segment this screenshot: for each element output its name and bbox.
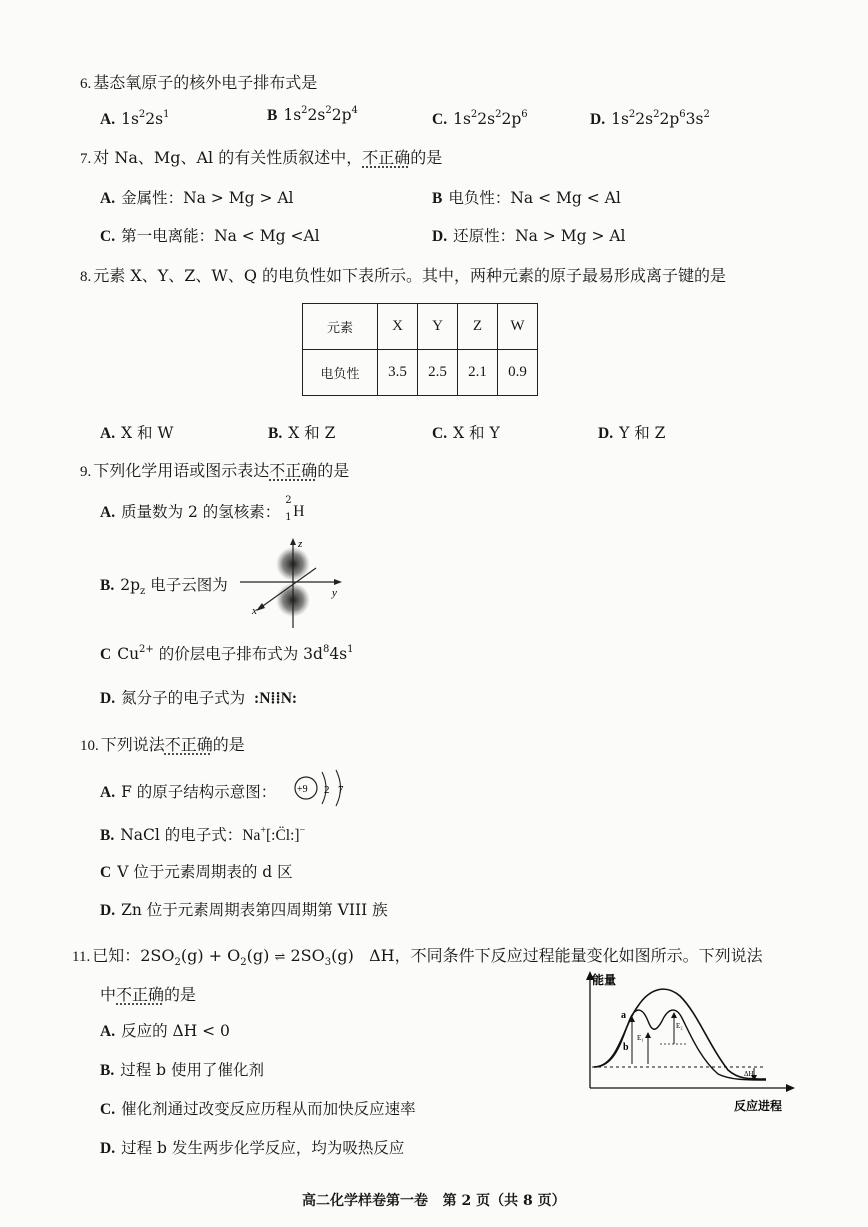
q7-option-b: B 电负性：Na < Mg < Al bbox=[432, 189, 621, 207]
shell-2-count: 7 bbox=[338, 784, 344, 796]
q11-stem-line1: 11. 已知：$2SO_2(g) + O_2(g)$ ⇌ $2SO_3(g)$ ΔH，不同条件下反应过程能量变化如图所示。下列说法 bbox=[72, 946, 763, 969]
q9-stem: 9. 下列化学用语或图示表达不正确的是 bbox=[80, 461, 350, 480]
q6-option-b: B $1s^22s^22p^4$ bbox=[267, 104, 358, 124]
curve-a-label: a bbox=[621, 1010, 626, 1021]
q6-option-c: C. $1s^22s^22p^6$ bbox=[432, 108, 528, 128]
table-cell: Z bbox=[458, 304, 498, 350]
energy-profile-diagram bbox=[568, 966, 798, 1116]
table-header-cell: 电负性 bbox=[303, 350, 378, 396]
q6-option-a: A. $1s^22s^1$ bbox=[100, 108, 170, 128]
table-cell: Y bbox=[418, 304, 458, 350]
q11-option-d: D. 过程 b 发生两步化学反应，均为吸热反应 bbox=[100, 1139, 405, 1157]
q9-option-b: B. $2p_z$ 电子云图为 bbox=[100, 576, 228, 598]
q11-stem-line2: 中不正确的是 bbox=[100, 985, 197, 1004]
axis-x-label: x bbox=[252, 605, 257, 617]
q7-stem: 7. 对 Na、Mg、Al 的有关性质叙述中，不正确的是 bbox=[80, 148, 443, 167]
curve-a bbox=[594, 989, 766, 1079]
page-footer: 高二化学样卷第一卷 第 2 页（共 8 页） bbox=[302, 1193, 566, 1209]
q8-option-d: D. Y 和 Z bbox=[598, 424, 666, 442]
table-cell: 2.5 bbox=[418, 350, 458, 396]
e1-label: E₁ bbox=[637, 1034, 644, 1042]
shell-1-count: 2 bbox=[324, 784, 330, 796]
q6-option-d: D. $1s^22s^22p^63s^2$ bbox=[590, 108, 710, 128]
delta-h-label: ΔH bbox=[744, 1070, 754, 1078]
q7-option-a: A. 金属性：Na > Mg > Al bbox=[100, 189, 294, 207]
electron-cloud-2pz-figure bbox=[238, 538, 348, 630]
reaction-progress-label: 反应进程 bbox=[734, 1099, 783, 1113]
q10-stem: 10. 下列说法不正确的是 bbox=[80, 735, 245, 754]
q8-option-a: A. X 和 W bbox=[100, 424, 174, 442]
energy-axis-label: 能量 bbox=[592, 973, 617, 987]
q11-option-a: A. 反应的 ΔH < 0 bbox=[100, 1022, 230, 1040]
table-cell: 2.1 bbox=[458, 350, 498, 396]
q10-option-c: C V 位于元素周期表的 d 区 bbox=[100, 863, 293, 881]
q9-option-a: A. 质量数为 2 的氢核素： 2 1 H bbox=[100, 500, 307, 523]
q10-option-d: D. Zn 位于元素周期表第四周期第 VIII 族 bbox=[100, 901, 388, 919]
axis-y-label: y bbox=[332, 587, 337, 599]
table-row bbox=[303, 350, 538, 396]
q8-option-c: C. X 和 Y bbox=[432, 424, 500, 442]
table-header-cell: 元素 bbox=[303, 304, 378, 350]
q7-option-d: D. 还原性：Na > Mg > Al bbox=[432, 227, 626, 245]
nuclide-symbol: 2 1 H bbox=[285, 495, 305, 523]
q10-option-a: A. F 的原子结构示意图： bbox=[100, 783, 277, 801]
fluorine-atom-structure-diagram bbox=[292, 766, 358, 810]
curve-b bbox=[594, 1010, 766, 1080]
table-row bbox=[303, 304, 538, 350]
table-cell: X bbox=[378, 304, 418, 350]
q9-option-c: C $Cu^{2+}$ 的价层电子排布式为 $3d^84s^1$ bbox=[100, 643, 354, 663]
table-cell: W bbox=[498, 304, 538, 350]
q9-option-d: D. 氮分子的电子式为 :N⁞⁞N: bbox=[100, 689, 298, 707]
q8-stem: 8. 元素 X、Y、Z、W、Q 的电负性如下表所示。其中，两种元素的原子最易形成离子键的是 bbox=[80, 266, 727, 285]
nucleus-label: +9 bbox=[297, 784, 308, 795]
axis-z-label: z bbox=[298, 538, 303, 550]
q11-option-c: C. 催化剂通过改变反应历程从而加快反应速率 bbox=[100, 1100, 416, 1118]
table-cell: 3.5 bbox=[378, 350, 418, 396]
e2-label: E₂ bbox=[676, 1022, 683, 1030]
q11-option-b: B. 过程 b 使用了催化剂 bbox=[100, 1061, 264, 1079]
electronegativity-table bbox=[302, 303, 538, 396]
q7-option-c: C. 第一电离能：Na < Mg <Al bbox=[100, 227, 320, 245]
table-cell: 0.9 bbox=[498, 350, 538, 396]
q8-option-b: B. X 和 Z bbox=[268, 424, 336, 442]
curve-b-label: b bbox=[623, 1042, 629, 1053]
q6-stem: 6. 基态氧原子的核外电子排布式是 bbox=[80, 73, 318, 92]
q10-option-b: B. NaCl 的电子式：Na+[:C̈l:]− bbox=[100, 824, 306, 844]
